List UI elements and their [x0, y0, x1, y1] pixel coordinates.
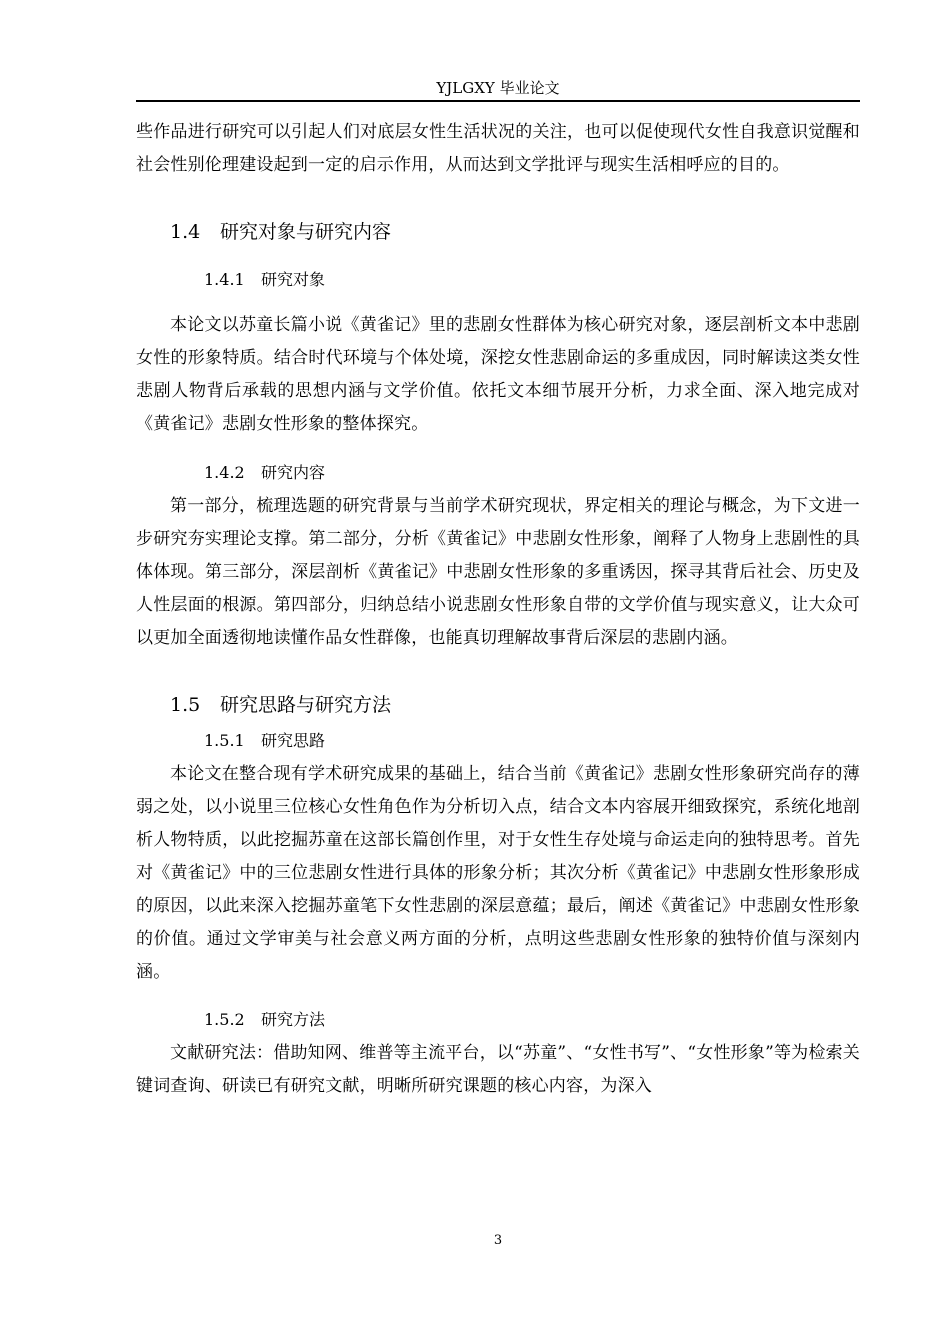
heading-number: 1.5.1 — [204, 731, 245, 750]
heading-1-5-1 — [204, 730, 860, 752]
header-rule — [136, 100, 860, 102]
heading-title: 研究内容 — [261, 463, 326, 482]
heading-title: 研究方法 — [261, 1010, 326, 1029]
heading-1-4-1 — [204, 269, 860, 291]
paragraph-research-methods: 文献研究法：借助知网、维普等主流平台，以“苏童”、“女性书写”、“女性形象”等为检索关键词查询、研读已有研究文献，明晰所研究课题的核心内容，为深入 — [136, 1043, 860, 1096]
page-number: 3 — [493, 1233, 503, 1248]
heading-title: 研究思路与研究方法 — [220, 694, 392, 716]
heading-number: 1.4.1 — [204, 270, 245, 289]
heading-number: 1.5 — [170, 694, 201, 716]
heading-number: 1.4.2 — [204, 463, 245, 482]
heading-1-5-2 — [204, 1009, 860, 1031]
paragraph-intro: 些作品进行研究可以引起人们对底层女性生活状况的关注，也可以促使现代女性自我意识觉醒和社会性别伦理建设起到一定的启示作用，从而达到文学批评与现实生活相呼应的目的。 — [136, 122, 860, 175]
page-body — [136, 116, 860, 1103]
heading-number: 1.5.2 — [204, 1010, 245, 1029]
paragraph-research-approach: 本论文在整合现有学术研究成果的基础上，结合当前《黄雀记》悲剧女性形象研究尚存的薄弱之处，以小说里三位核心女性角色作为分析切入点，结合文本内容展开细致探究，系统化地剖析人物特质，以此挖掘苏童在这部长篇创作里，对于女性生存处境与命运走向的独特思考。首先对《黄雀记》中的三位悲剧女性进行具体的形象分析；其次分析《黄雀记》中悲剧女性形象形成的原因，以此来深入挖掘苏童笔下女性悲剧的深层意蕴；最后，阐述《黄雀记》中悲剧女性形象的价值。通过文学审美与社会意义两方面的分析，点明这些悲剧女性形象的独特价值与深刻内涵。 — [136, 764, 860, 982]
heading-number: 1.4 — [170, 221, 201, 243]
heading-title: 研究对象与研究内容 — [220, 221, 392, 243]
heading-1-4 — [170, 219, 860, 245]
paragraph-research-content: 第一部分，梳理选题的研究背景与当前学术研究现状，界定相关的理论与概念，为下文进一步研究夯实理论支撑。第二部分，分析《黄雀记》中悲剧女性形象，阐释了人物身上悲剧性的具体体现。第三部分，深层剖析《黄雀记》中悲剧女性形象的多重诱因，探寻其背后社会、历史及人性层面的根源。第四部分，归纳总结小说悲剧女性形象自带的文学价值与现实意义，让大众可以更加全面透彻地读懂作品女性群像，也能真切理解故事背后深层的悲剧内涵。 — [136, 496, 860, 648]
heading-title: 研究对象 — [261, 270, 326, 289]
paragraph-research-object: 本论文以苏童长篇小说《黄雀记》里的悲剧女性群体为核心研究对象，逐层剖析文本中悲剧女性的形象特质。结合时代环境与个体处境，深挖女性悲剧命运的多重成因，同时解读这类女性悲剧人物背后承载的思想内涵与文学价值。依托文本细节展开分析，力求全面、深入地完成对《黄雀记》悲剧女性形象的整体探究。 — [136, 315, 860, 434]
heading-title: 研究思路 — [261, 731, 326, 750]
heading-1-5 — [170, 692, 860, 718]
heading-1-4-2 — [204, 462, 860, 484]
running-header: YJLGXY 毕业论文 — [436, 79, 560, 97]
